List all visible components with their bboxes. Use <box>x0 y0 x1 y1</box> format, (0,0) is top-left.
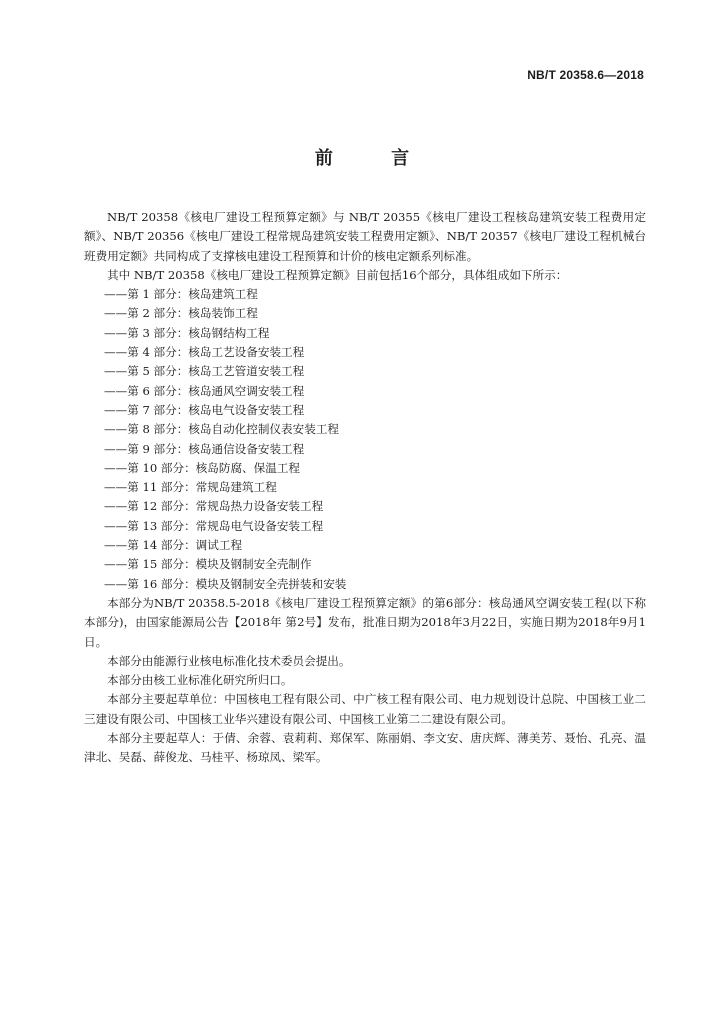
part-item: ——第 8 部分：核岛自动化控制仪表安装工程 <box>104 422 340 437</box>
part-item: ——第 2 部分：核岛装饰工程 <box>104 306 258 321</box>
page-title: 前 言 <box>314 148 436 169</box>
part-item: ——第 6 部分：核岛通风空调安装工程 <box>104 383 305 398</box>
standard-code: NB/T 20358.6—2018 <box>527 68 644 82</box>
part-item: ——第 14 部分：调试工程 <box>104 538 243 553</box>
part-item: ——第 15 部分：模块及钢制安全壳制作 <box>104 557 312 572</box>
parts-list <box>84 285 646 594</box>
part-item: ——第 7 部分：核岛电气设备安装工程 <box>104 402 305 417</box>
administrator-paragraph: 本部分由核工业标准化研究所归口。 <box>107 673 293 688</box>
part-item: ——第 10 部分：核岛防腐、保温工程 <box>104 460 301 475</box>
part-item: ——第 5 部分：核岛工艺管道安装工程 <box>104 364 305 379</box>
proposer-paragraph: 本部分由能源行业核电标准化技术委员会提出。 <box>107 653 351 668</box>
intro-paragraph: 其中 NB/T 20358《核电厂建设工程预算定额》目前包括16个部分，具体组成如下所示： <box>107 267 568 282</box>
part-item: ——第 3 部分：核岛钢结构工程 <box>104 325 270 340</box>
part-item: ——第 9 部分：核岛通信设备安装工程 <box>104 441 305 456</box>
part-item: ——第 16 部分：模块及钢制安全壳拼装和安装 <box>104 576 347 591</box>
drafters-paragraph: 本部分主要起草人：于倩、余蓉、袁莉莉、郑保军、陈丽娟、李文安、唐庆辉、薄美芳、聂怡、孔亮、温津北、吴磊、薛俊龙、马桂平、杨琼凤、梁军。 <box>84 731 646 765</box>
drafting-units-paragraph: 本部分主要起草单位：中国核电工程有限公司、中广核工程有限公司、电力规划设计总院、中国核工业二三建设有限公司、中国核工业华兴建设有限公司、中国核工业第二二建设有限公司。 <box>84 692 646 726</box>
document-body <box>84 208 646 768</box>
intro-paragraph: NB/T 20358《核电厂建设工程预算定额》与 NB/T 20355《核电厂建设工程核岛建筑安装工程费用定额》、NB/T 20356《核电厂建设工程常规岛建筑安装工程费用定额》、NB/T 20357《核电厂建设工程机械台班费用定额》共同构成了支撑核电建设工程预算和计价的核电定额系列标准。 <box>84 210 646 263</box>
part-item: ——第 12 部分：常规岛热力设备安装工程 <box>104 499 324 514</box>
scope-paragraph: 本部分为NB/T 20358.5-2018《核电厂建设工程预算定额》的第6部分：核岛通风空调安装工程(以下称本部分)，由国家能源局公告【2018年 第2号】发布，批准日期为2018年3月22日，实施日期为2018年9月1日。 <box>84 595 646 649</box>
part-item: ——第 4 部分：核岛工艺设备安装工程 <box>104 345 305 360</box>
part-item: ——第 1 部分：核岛建筑工程 <box>104 287 258 302</box>
part-item: ——第 13 部分：常规岛电气设备安装工程 <box>104 518 324 533</box>
part-item: ——第 11 部分：常规岛建筑工程 <box>104 480 277 495</box>
